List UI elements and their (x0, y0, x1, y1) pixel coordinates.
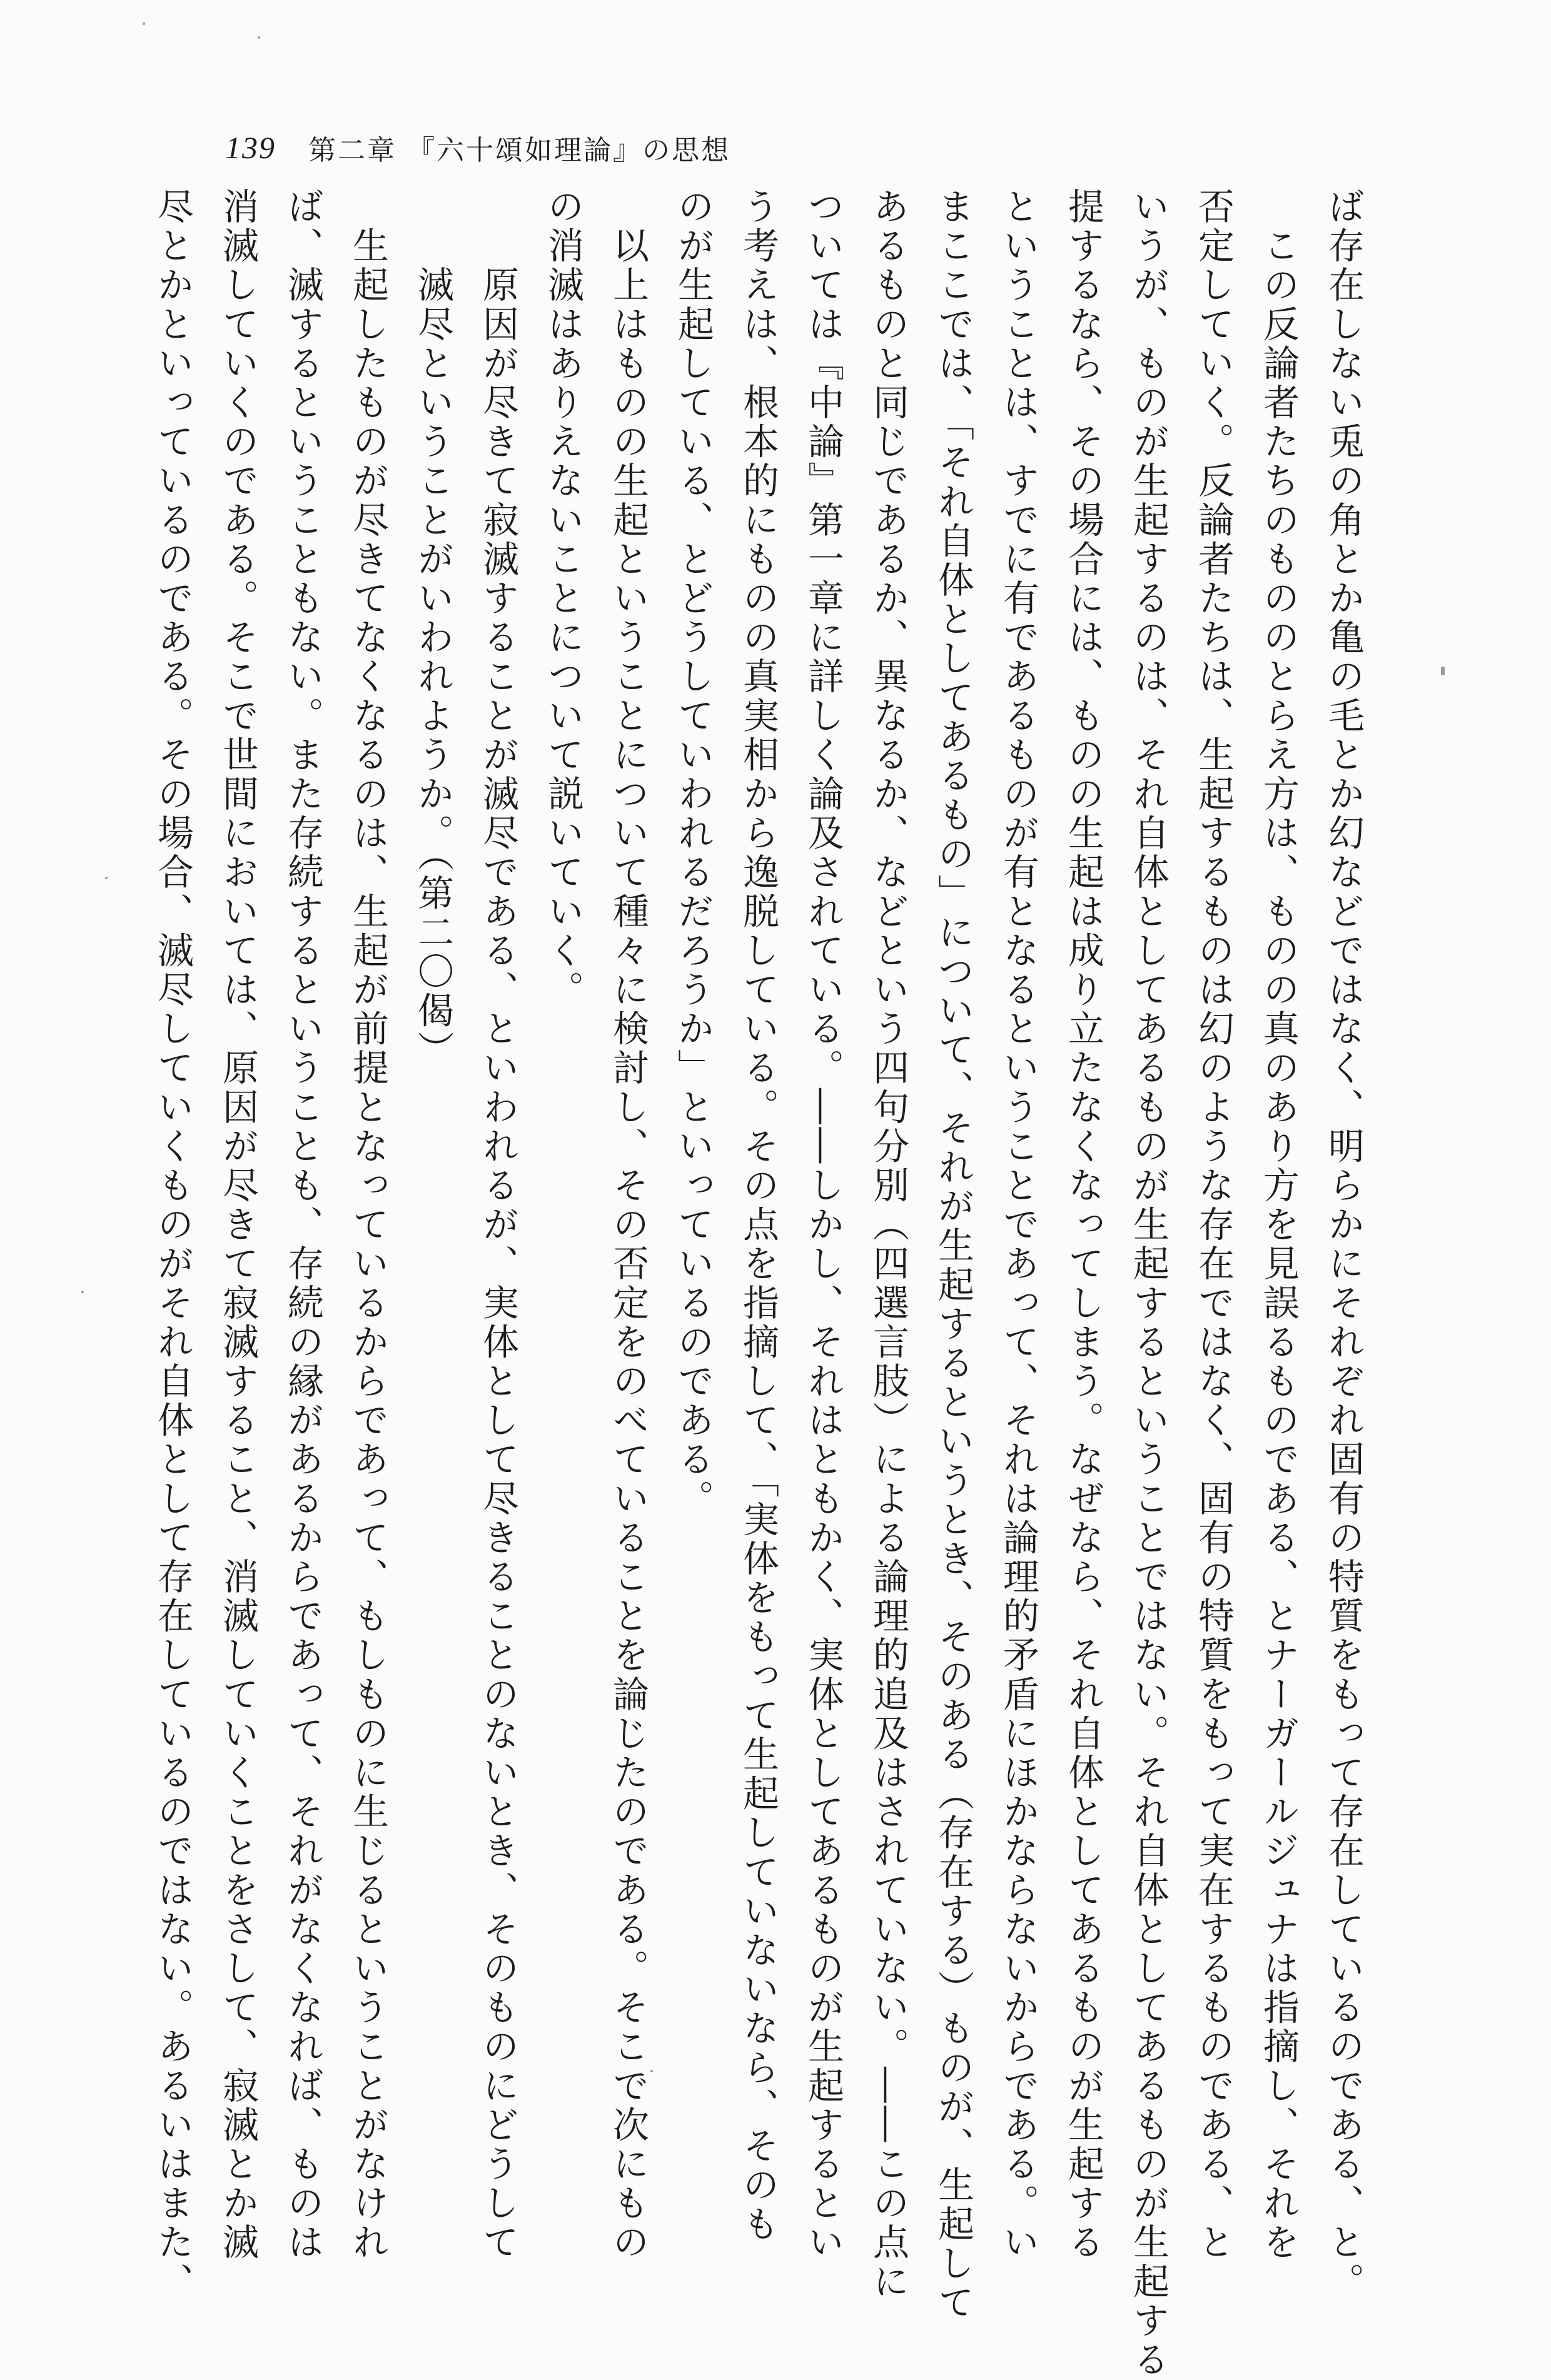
verse-line-1: 原因が尽きて寂滅することが滅尽である、といわれるが、実体として尽きることのないとき、そのものにどうして (477, 188, 519, 2262)
verse-line-2: 滅尽ということがいわれようか。（第二〇偈） (412, 188, 454, 1070)
text-line-3: 否定していく。反論者たちは、生起するものは幻のような存在ではなく、固有の特質をもって実在するものである、と (1192, 188, 1235, 2262)
text-line-12: 以上はものの生起ということについて種々に検討し、その否定をのべていることを論じたのである。そこで次にもの (607, 188, 649, 2262)
scan-speck (1441, 667, 1445, 675)
running-title: 第二章 『六十頌如理論』の思想 (308, 134, 730, 166)
text-line-4: いうが、ものが生起するのは、それ自体としてあるものが生起するということではない。それ自体としてあるものが生起する (1127, 188, 1170, 2380)
text-line-8: あるものと同じであるか、異なるか、などという四句分別（四選言肢）による論理的追及はされていない。――この点に (867, 188, 909, 2302)
vertical-text-body (151, 188, 1376, 2380)
text-line-7: まここでは、「それ自体としてあるもの」について、それが生起するというとき、そのある（存在する）ものが、生起して (932, 188, 974, 2322)
text-line-9: ついては『中論』第一章に詳しく論及されている。――しかし、それはともかく、実体としてあるものが生起するとい (802, 188, 844, 2262)
scan-speck (81, 1291, 84, 1293)
text-line-10: う考えは、根本的にものの真実相から逸脱している。その点を指摘して、「実体をもって生起していないなら、そのも (737, 188, 779, 2244)
text-line-16: 生起したものが尽きてなくなるのは、生起が前提となっているからであって、もしものに生じるということがなけれ (346, 188, 389, 2262)
text-line-5: 提するなら、その場合には、ものの生起は成り立たなくなってしまう。なぜなら、それ自体としてあるものが生起する (1062, 188, 1104, 2262)
text-line-18: 消滅していくのである。そこで世間においては、原因が尽きて寂滅すること、消滅していくことをさして、寂滅とか滅 (216, 188, 259, 2262)
text-line-17: ば、滅するということもない。また存続するということも、存続の縁があるからであって、それがなくなれば、ものは (281, 188, 324, 2262)
scan-speck (258, 36, 260, 39)
text-line-6: ということは、すでに有であるものが有となるということであって、それは論理的矛盾にほかならないからである。い (997, 188, 1039, 2262)
scan-speck (650, 2070, 653, 2072)
text-line-1: ば存在しない兎の角とか亀の毛とか幻などではなく、明らかにそれぞれ固有の特質をもって存在しているのである、と。 (1322, 188, 1365, 2302)
scan-speck (105, 877, 108, 879)
page-number: 139 (225, 130, 276, 165)
running-header (225, 123, 730, 173)
text-line-13: の消滅はありえないことについて説いていく。 (542, 188, 584, 1010)
text-line-11: のが生起している、とどうしていわれるだろうか」といっているのである。 (672, 188, 714, 1519)
text-line-2: この反論者たちのもののとらえ方は、ものの真のあり方を見誤るものである、とナーガールジュナは指摘し、それを (1257, 188, 1300, 2262)
text-line-19: 尽とかといっているのである。その場合、滅尽していくものがそれ自体として存在しているのではない。あるいはまた、 (151, 188, 194, 2302)
scan-speck (143, 23, 145, 25)
